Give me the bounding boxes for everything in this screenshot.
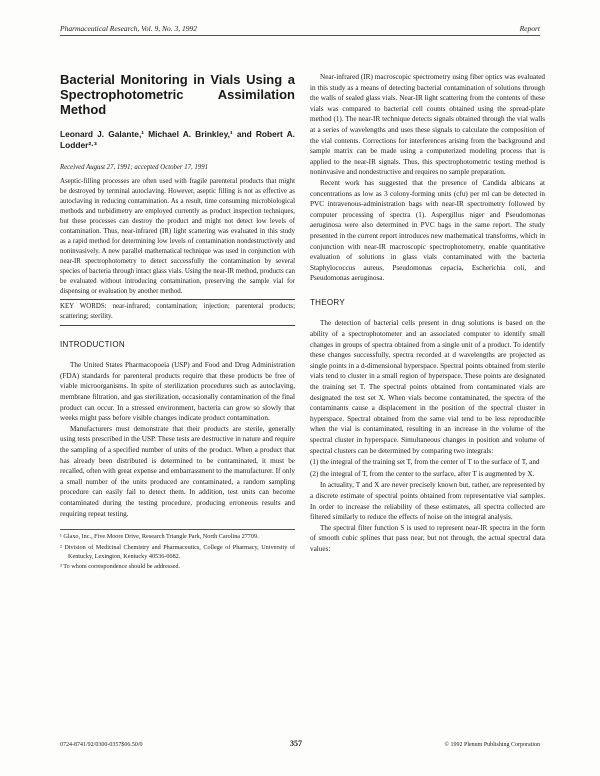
article-title: Bacterial Monitoring in Vials Using a Spectrophotometric Assimilation Method <box>60 72 295 117</box>
theory-paragraph-1: The detection of bacterial cells present in drug solutions is based on the ability of a spectrophotometer and an associated computer to identify small changes in groups of spectra obtained from a single unit of a product. To identify these changes successfully, spectra recorded at d wavelengths are projected as single points in a d-dimensional hyperspace. Spectral points obtained from sterile vials tend to cluster in a small region of hyperspace. These points are designated the training set T. The spectral points obtained from contaminated vials are designated the test set X. When vials become contaminated, the spectra of the contaminants cause a displacement in the position of the spectral cluster in hyperspace. Spectral obtained from the same vial tend to be less reproducible when the vial is contaminated, resulting in an increase in the volume of the spectral cluster in hyperspace. Simultaneous changes in position and volume of spectral clusters can be determined by comparing two integrals: <box>310 319 545 455</box>
left-column <box>60 72 295 574</box>
journal-citation: Pharmaceutical Research, Vol. 9, No. 3, 1992 <box>60 24 197 33</box>
footnote-2: ² Division of Medicinal Chemistry and Pharmaceutics, College of Pharmacy, University of Kentucky, Lexington, Kentucky 40536-0082. <box>60 543 295 560</box>
theory-paragraph-3: The spectral filter function S is used to represent near-IR spectra in the form of smooth cubic splines that pass near, but not through, the actual spectral data values: <box>310 523 545 553</box>
footnote-3: ³ To whom correspondence should be addressed. <box>60 563 181 571</box>
abstract: Aseptic-filling processes are often used with fragile parenteral products that might be destroyed by terminal autoclaving. However, aseptic filling is not as effective as autoclaving in reducing contamination. As a result, time consuming microbiological methods and turbidimetry are employed currently as product inspection techniques, but these processes can destroy the product and might not detect low levels of contamination. Thus, near-infrared (IR) light scattering was evaluated in this study as a rapid method for determining low levels of contamination nondestructively and noninvasively. A new parallel mathematical technique was used in conjunction with near-IR spectrophotometry to detect successfully the contamination by several species of bacteria through intact glass vials. Using the near-IR method, products can be evaluated without introducing contamination, preserving the sample vial for dispensing or evaluation by another method. <box>60 177 295 300</box>
intro-paragraph-1: The United States Pharmacopoeia (USP) and Food and Drug Administration (FDA) standards for parenteral products require that these products be free of viable microorganisms. In spite of sterilization procedures such as autoclaving, membrane filtration, and gas sterilization, occasionally contamination of the final product can occur. In a stressed environment, bacteria can grow so slowly that weeks might pass before visible changes indicate product contamination. <box>60 361 295 423</box>
theory-list-item-1: (1) the integral of the training set T, from the center of T to the surface of T, and <box>310 458 540 467</box>
page-number: 357 <box>290 739 302 748</box>
intro-paragraph-2: Manufacturers must demonstrate that their products are sterile, generally using tests prescribed in the USP. These tests are destructive in nature and require the sampling of a specified number of units of the product. When a product that has already been distributed is determined to be contaminated, it must be recalled, often with great expense and embarrassment to the manufacturer. If only a small number of the units produced are contaminated, a random sampling procedure can easily fail to detect them. In addition, test units can become contaminated during the testing procedure, producing erroneous results and requiring repeat testing. <box>60 424 295 518</box>
theory-list-item-2: (2) the integral of T, from the center to the surface, after T is augmented by X. <box>310 469 535 478</box>
right-column <box>310 72 545 555</box>
article-type: Report <box>519 24 540 33</box>
keywords: KEY WORDS: near-infrared; contamination; injection; parenteral products; scattering; sterility. <box>60 302 295 326</box>
running-header <box>60 24 540 36</box>
footer-code: 0724-8741/92/0300-0357$06.50/0 <box>60 742 143 748</box>
footnotes <box>60 529 295 572</box>
page-footer <box>60 742 540 748</box>
footnote-1: ¹ Glaxo, Inc., Five Moore Drive, Research Triangle Park, North Carolina 27709. <box>60 533 259 541</box>
author-list: Leonard J. Galante,¹ Michael A. Brinkley,¹ and Robert A. Lodder²·³ <box>60 129 295 150</box>
body-paragraph-1: Near-infrared (IR) macroscopic spectrometry using fiber optics was evaluated in this study as a means of detecting bacterial contamination of solutions through the walls of sealed glass vials. Near-IR light scattering from the contents of these vials was compared to bacterial cell counts obtained using the spread-plate method (1). The near-IR technique detects signals obtained through the vial walls at a series of wavelengths and uses these signals to calculate the composition of the vial contents. Corrections for interferences arising from the background and sample matrix can be made using a computerized modeling process that is applied to the near-IR signals. Thus, this spectrophotometric testing method is noninvasive and nondestructive and requires no sample preparation. <box>310 73 545 177</box>
theory-paragraph-2: In actuality, T and X are never precisely known but, rather, are represented by a discrete estimate of spectral points obtained from representative vial samples. In order to increase the reliability of these estimates, all spectra collected are filtered similarly to reduce the effects of noise on the integral analysis. <box>310 481 545 522</box>
footer-copyright: © 1992 Plenum Publishing Corporation <box>444 742 540 748</box>
body-paragraph-2: Recent work has suggested that the presence of Candida albicans at concentrations as low as 3 colony-forming units (cfu) per ml can be detected in PVC intravenous-administration bags with near-IR spectrometry followed by computer processing of spectra (1). Aspergillus niger and Pseudomonas aeruginosa were also determined in PVC bags in the same report. The study presented in the current report introduces new mathematical transforms, which in conjunction with near-IR macroscopic spectrophotometry, enable quantitative evaluation of solutions in glass vials contaminated with the bacteria Staphylococcus aureus, Pseudomonas cepacia, Escherichia coli, and Pseudomonas aeruginosa. <box>310 178 545 283</box>
introduction-heading: INTRODUCTION <box>60 339 125 349</box>
received-dates: Received August 27, 1991; accepted October 17, 1991 <box>60 164 209 171</box>
theory-heading: THEORY <box>310 297 345 307</box>
